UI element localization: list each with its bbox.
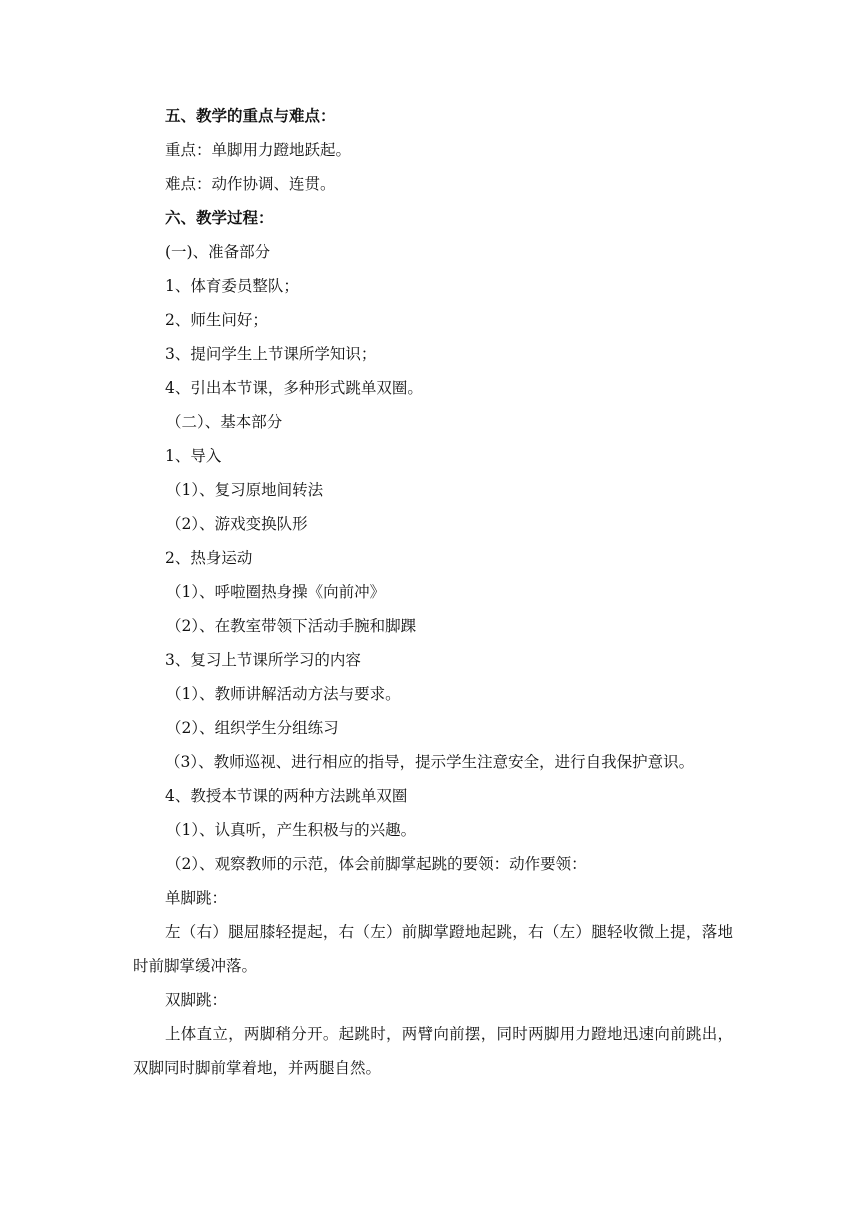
list-item: 1、体育委员整队； [165, 277, 299, 295]
list-item: （1）、认真听，产生积极与的兴趣。 [166, 821, 417, 839]
document-body [133, 99, 733, 1085]
paragraph: （3）、教师巡视、进行相应的指导，提示学生注意安全，进行自我保护意识。 [165, 753, 695, 771]
section-heading-process: 六、教学过程： [165, 208, 274, 227]
list-item: （2）、观察教师的示范，体会前脚掌起跳的要领：动作要领： [166, 855, 587, 873]
list-item: 4、引出本节课，多种形式跳单双圈。 [165, 379, 423, 397]
sub-heading-double-foot: 双脚跳： [165, 991, 228, 1009]
section-heading-key-points: 五、教学的重点与难点： [165, 106, 336, 125]
paragraph: 上体直立，两脚稍分开。起跳时，两臂向前摆，同时两脚用力蹬地迅速向前跳出，双脚同时脚前掌着地，并两腿自然。 [133, 1025, 733, 1077]
list-item: （2）、在教室带领下活动手腕和脚踝 [166, 617, 417, 635]
list-item: （1）、呼啦圈热身操《向前冲》 [166, 583, 386, 601]
list-item: （1）、复习原地间转法 [166, 481, 324, 499]
list-item: 2、师生问好； [165, 311, 268, 329]
subsection-basic: （二）、基本部分 [166, 413, 283, 431]
list-item: 2、热身运动 [165, 549, 253, 567]
key-point-text: 重点：单脚用力蹬地跃起。 [165, 141, 352, 159]
subsection-preparation: (一)、准备部分 [165, 243, 271, 261]
list-item: 3、复习上节课所学习的内容 [165, 651, 361, 669]
sub-heading-single-foot: 单脚跳： [165, 889, 228, 907]
list-item: （2）、游戏变换队形 [166, 515, 308, 533]
list-item: 1、导入 [165, 447, 222, 465]
list-item: （1）、教师讲解活动方法与要求。 [166, 685, 401, 703]
paragraph: 左（右）腿屈膝轻提起，右（左）前脚掌蹬地起跳，右（左）腿轻收微上提，落地时前脚掌缓冲落。 [133, 923, 733, 975]
list-item: （2）、组织学生分组练习 [166, 719, 339, 737]
difficulty-text: 难点：动作协调、连贯。 [165, 175, 336, 193]
list-item: 3、提问学生上节课所学知识； [165, 345, 377, 363]
list-item: 4、教授本节课的两种方法跳单双圈 [165, 787, 408, 805]
